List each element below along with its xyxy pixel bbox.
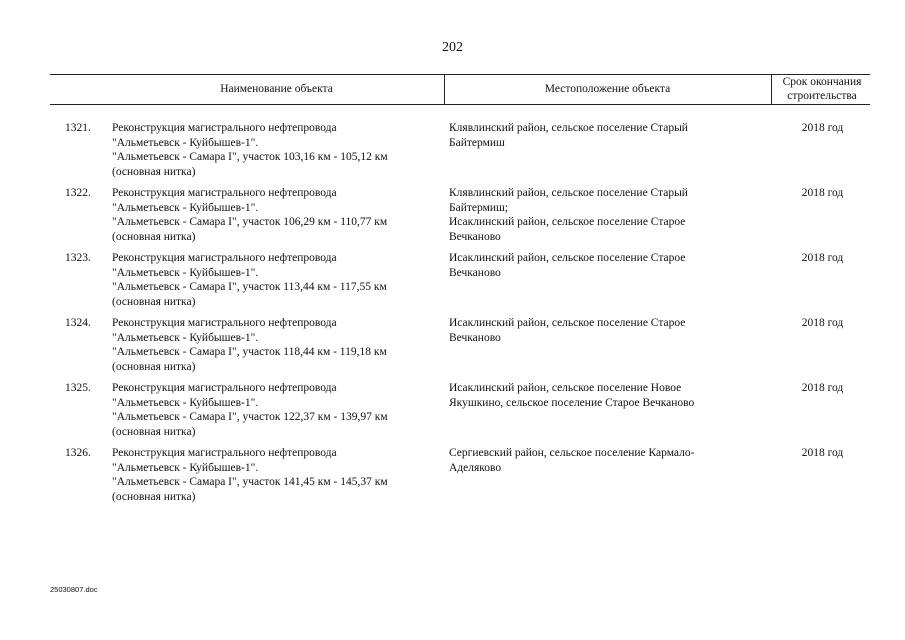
- row-number: 1323.: [65, 252, 91, 264]
- construction-deadline: 2018 год: [801, 122, 844, 134]
- object-name: [112, 251, 447, 309]
- row-number: 1326.: [65, 447, 91, 459]
- construction-deadline: 2018 год: [801, 447, 844, 459]
- table-row: [50, 446, 870, 511]
- object-location-line: Исаклинский район, сельское поселение Старое: [449, 216, 686, 228]
- header-location: Местоположение объекта: [544, 83, 671, 95]
- object-name-line: (основная нитка): [112, 230, 196, 243]
- object-name-line: Реконструкция магистрального нефтепровода: [112, 187, 337, 199]
- object-name-line: "Альметьевск - Самара I", участок 103,16 км - 105,12 км: [112, 151, 388, 163]
- object-location: [449, 121, 749, 150]
- object-name-line: (основная нитка): [112, 295, 196, 308]
- object-name-line: (основная нитка): [112, 360, 196, 373]
- object-location-line: Аделяково: [449, 461, 502, 474]
- object-location-line: Клявлинский район, сельское поселение Старый: [449, 122, 688, 134]
- object-location-line: Сергиевский район, сельское поселение Кармало-: [449, 447, 695, 459]
- header-deadline-line2: строительства: [787, 90, 857, 102]
- object-name-line: Реконструкция магистрального нефтепровода: [112, 252, 337, 264]
- row-number: 1322.: [65, 187, 91, 199]
- table-body: [50, 121, 870, 511]
- row-number: 1325.: [65, 382, 91, 394]
- object-name: [112, 186, 447, 244]
- object-name-line: "Альметьевск - Самара I", участок 122,37 км - 139,97 км: [112, 411, 388, 423]
- object-location: [449, 316, 749, 345]
- object-name-line: "Альметьевск - Куйбышев-1".: [112, 331, 259, 344]
- object-name: [112, 316, 447, 374]
- object-name-line: (основная нитка): [112, 425, 196, 438]
- object-location: [449, 251, 749, 280]
- header-deadline-line1: Срок окончания: [782, 76, 862, 88]
- object-location-line: Вечканово: [449, 331, 501, 344]
- table-row: [50, 251, 870, 316]
- object-name-line: Реконструкция магистрального нефтепровода: [112, 317, 337, 329]
- object-name-line: "Альметьевск - Куйбышев-1".: [112, 266, 259, 279]
- table-row: [50, 121, 870, 186]
- table-row: [50, 186, 870, 251]
- object-name-line: "Альметьевск - Самара I", участок 118,44 км - 119,18 км: [112, 346, 387, 358]
- table-row: [50, 316, 870, 381]
- object-name-line: "Альметьевск - Самара I", участок 113,44 км - 117,55 км: [112, 281, 387, 293]
- object-name-line: "Альметьевск - Куйбышев-1".: [112, 461, 259, 474]
- object-name-line: "Альметьевск - Самара I", участок 106,29 км - 110,77 км: [112, 216, 388, 228]
- object-location-line: Байтермиш: [449, 136, 505, 149]
- object-location-line: Клявлинский район, сельское поселение Старый: [449, 187, 688, 199]
- object-location-line: Якушкино, сельское поселение Старое Вечканово: [449, 396, 695, 409]
- object-name-line: Реконструкция магистрального нефтепровода: [112, 382, 337, 394]
- object-name-line: Реконструкция магистрального нефтепровода: [112, 122, 337, 134]
- object-name: [112, 381, 447, 439]
- header-name: Наименование объекта: [220, 83, 333, 95]
- row-number: 1321.: [65, 122, 91, 134]
- construction-deadline: 2018 год: [801, 252, 844, 264]
- header-deadline: [772, 74, 872, 104]
- object-location: [449, 381, 749, 410]
- object-name-line: "Альметьевск - Куйбышев-1".: [112, 396, 259, 409]
- object-name-line: (основная нитка): [112, 165, 196, 178]
- table-row: [50, 381, 870, 446]
- object-name: [112, 446, 447, 504]
- page-number: 202: [442, 40, 463, 55]
- object-location-line: Исаклинский район, сельское поселение Старое: [449, 252, 686, 264]
- object-name-line: Реконструкция магистрального нефтепровода: [112, 447, 337, 459]
- object-name-line: "Альметьевск - Куйбышев-1".: [112, 136, 259, 149]
- object-location: [449, 446, 749, 475]
- object-name-line: (основная нитка): [112, 490, 196, 503]
- object-name-line: "Альметьевск - Куйбышев-1".: [112, 201, 259, 214]
- table-header-rule: [50, 104, 870, 105]
- row-number: 1324.: [65, 317, 91, 329]
- object-name-line: "Альметьевск - Самара I", участок 141,45 км - 145,37 км: [112, 476, 388, 488]
- object-location-line: Исаклинский район, сельское поселение Старое: [449, 317, 686, 329]
- object-name: [112, 121, 447, 179]
- object-location-line: Вечканово: [449, 230, 501, 243]
- object-location-line: Байтермиш;: [449, 201, 509, 214]
- object-location-line: Вечканово: [449, 266, 501, 279]
- construction-deadline: 2018 год: [801, 317, 844, 329]
- object-location: [449, 186, 749, 244]
- footer-filename: 25030807.doc: [50, 585, 98, 594]
- construction-deadline: 2018 год: [801, 382, 844, 394]
- construction-deadline: 2018 год: [801, 187, 844, 199]
- object-location-line: Исаклинский район, сельское поселение Новое: [449, 382, 682, 394]
